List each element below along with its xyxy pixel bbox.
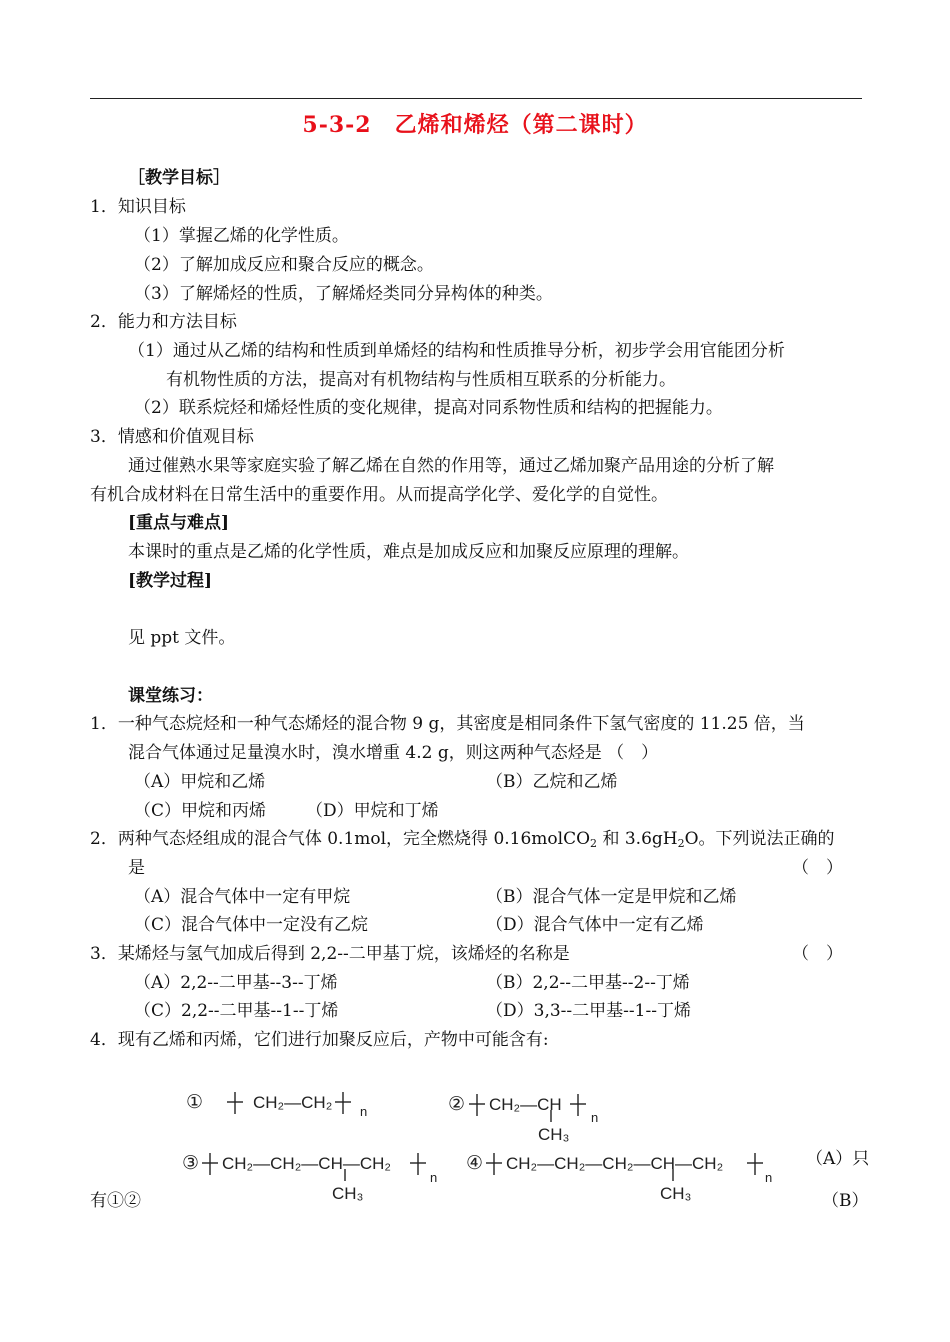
knowledge-title: 1．知识目标: [90, 197, 186, 217]
knowledge-item: （2）了解加成反应和聚合反应的概念。: [134, 255, 434, 275]
key-points-text: 本课时的重点是乙烯的化学性质，难点是加成反应和加聚反应原理的理解。: [128, 542, 689, 562]
ability-item: （1）通过从乙烯的结构和性质到单烯烃的结构和性质推导分析，初步学会用官能团分析: [128, 341, 785, 361]
emotion-text-cont: 有机合成材料在日常生活中的重要作用。从而提高学化学、爱化学的自觉性。: [90, 485, 668, 505]
knowledge-item: （1）掌握乙烯的化学性质。: [134, 226, 349, 246]
structure-3-branch: CH₃: [332, 1184, 364, 1203]
ability-title: 2．能力和方法目标: [90, 312, 237, 332]
page-title: 5-3-2 乙烯和烯烃（第二课时）: [302, 112, 648, 138]
q1-line1: 1．一种气态烷烃和一种气态烯烃的混合物 9 g，其密度是相同条件下氢气密度的 11.25 倍，当: [90, 714, 805, 734]
ability-item-cont: 有机物性质的方法，提高对有机物结构与性质相互联系的分析能力。: [166, 370, 676, 390]
structure-4-number: ④: [466, 1153, 484, 1174]
q2-option-b: （B）混合气体一定是甲烷和乙烯: [486, 887, 737, 907]
objectives-heading: ［教学目标］: [128, 168, 230, 188]
structure-3-number: ③: [182, 1153, 200, 1174]
q4-line1: 4．现有乙烯和丙烯，它们进行加聚反应后，产物中可能含有:: [90, 1030, 549, 1050]
q1-line2: 混合气体通过足量溴水时，溴水增重 4.2 g，则这两种气态烃是 （ ）: [128, 743, 659, 763]
q4-option-a-part1: （A）只: [806, 1149, 870, 1169]
q2-option-d: （D）混合气体中一定有乙烯: [486, 915, 704, 935]
key-points-heading: [重点与难点]: [128, 513, 230, 533]
structure-1-n: n: [360, 1104, 368, 1119]
q2-option-a: （A）混合气体中一定有甲烷: [134, 887, 351, 907]
q4-option-b: （B）: [822, 1191, 869, 1211]
q1-option-d: （D）甲烷和丁烯: [306, 801, 439, 821]
q4-option-a-part2: 有①②: [90, 1191, 141, 1211]
q1-option-c: （C）甲烷和丙烯: [134, 801, 267, 821]
knowledge-item: （3）了解烯烃的性质，了解烯烃类同分异构体的种类。: [134, 284, 553, 304]
q4-structures: [0, 1070, 950, 1210]
q2-line1: 2．两种气态烃组成的混合气体 0.1mol，完全燃烧得 0.16molCO$_2$ 和 $3.6gH_2O$。下列说法正确的: [90, 829, 835, 850]
ability-item: （2）联系烷烃和烯烃性质的变化规律，提高对同系物性质和结构的把握能力。: [134, 398, 723, 418]
structure-2-chain: CH₂—CH: [489, 1095, 562, 1114]
structure-4-n: n: [765, 1170, 773, 1185]
structure-4-branch: CH₃: [660, 1184, 692, 1203]
q2-option-c: （C）混合气体中一定没有乙烷: [134, 915, 369, 935]
process-heading: [教学过程]: [128, 571, 213, 591]
q3-line1: 3．某烯烃与氢气加成后得到 2,2--二甲基丁烷，该烯烃的名称是: [90, 944, 570, 964]
q1-option-a: （A）甲烷和乙烯: [134, 772, 266, 792]
emotion-title: 3．情感和价值观目标: [90, 427, 254, 447]
structure-3-n: n: [430, 1170, 438, 1185]
q3-option-a: （A）2,2--二甲基--3--丁烯: [134, 973, 338, 993]
structure-2-n: n: [591, 1110, 599, 1125]
q1-option-b: （B）乙烷和乙烯: [486, 772, 618, 792]
process-text: 见 ppt 文件。: [128, 628, 236, 648]
q3-option-b: （B）2,2--二甲基--2--丁烯: [486, 973, 690, 993]
emotion-text: 通过催熟水果等家庭实验了解乙烯在自然的作用等，通过乙烯加聚产品用途的分析了解: [128, 456, 774, 476]
structure-3-chain: CH₂—CH₂—CH—CH₂: [222, 1154, 392, 1173]
structure-1-chain: CH₂—CH₂: [253, 1093, 333, 1112]
top-rule: [90, 98, 862, 99]
exercises-heading: 课堂练习：: [128, 686, 213, 706]
q3-option-c: （C）2,2--二甲基--1--丁烯: [134, 1001, 339, 1021]
structure-2-number: ②: [448, 1094, 466, 1115]
q3-answer-paren: （ ）: [792, 944, 843, 964]
structure-1-number: ①: [186, 1092, 204, 1113]
q2-line2: 是: [128, 858, 145, 878]
structure-4-chain: CH₂—CH₂—CH₂—CH—CH₂: [506, 1154, 724, 1173]
structure-2-branch: CH₃: [538, 1125, 570, 1144]
q2-answer-paren: （ ）: [792, 858, 843, 878]
q3-option-d: （D）3,3--二甲基--1--丁烯: [486, 1001, 691, 1021]
